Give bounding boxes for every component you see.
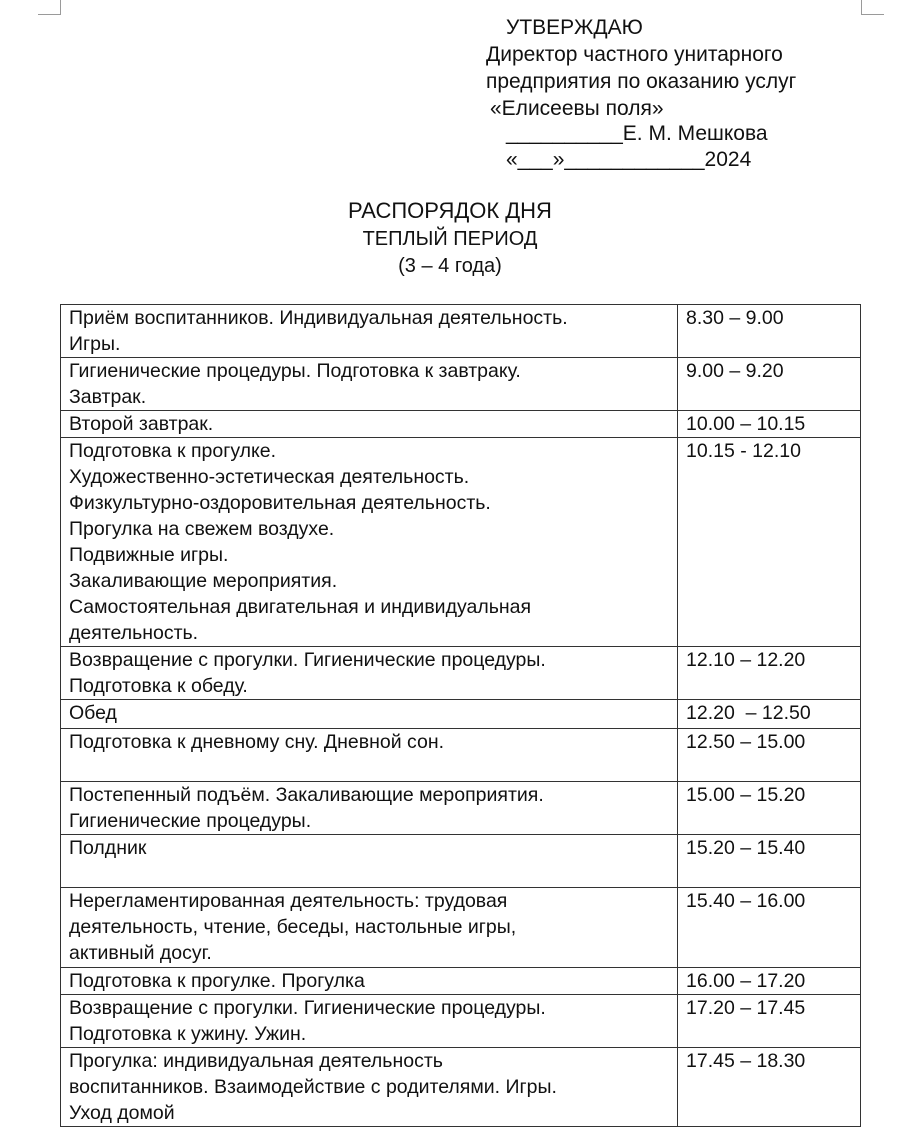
schedule-time-cell: 15.00 – 15.20 — [678, 782, 861, 835]
schedule-activity-cell — [61, 647, 678, 700]
schedule-row — [61, 835, 861, 888]
schedule-activity-cell — [61, 411, 678, 438]
document-title: РАСПОРЯДОК ДНЯ — [348, 198, 552, 223]
approval-position-line2: предприятия по оказанию услуг — [486, 70, 797, 93]
schedule-row — [61, 438, 861, 647]
schedule-row — [61, 995, 861, 1048]
schedule-activity-line — [69, 861, 669, 887]
document-age-group: (3 – 4 года) — [398, 255, 502, 277]
schedule-activity-line: Обед — [69, 702, 117, 724]
schedule-activity-line: Уход домой — [69, 1102, 175, 1124]
schedule-time-cell: 12.20 – 12.50 — [678, 700, 861, 729]
schedule-activity-line: Возвращение с прогулки. Гигиенические процедуры. — [69, 997, 546, 1019]
schedule-activity-line: Гигиенические процедуры. — [69, 810, 312, 832]
schedule-activity-line: активный досуг. — [69, 942, 212, 964]
approval-date: «___»____________2024 — [506, 148, 752, 171]
schedule-activity-line: Завтрак. — [69, 386, 147, 408]
document-period: ТЕПЛЫЙ ПЕРИОД — [362, 228, 538, 250]
schedule-activity-line: Художественно-эстетическая деятельность. — [69, 466, 470, 488]
schedule-activity-line: Приём воспитанников. Индивидуальная деятельность. — [69, 307, 568, 329]
schedule-time-cell: 12.10 – 12.20 — [678, 647, 861, 700]
schedule-table — [60, 304, 861, 1127]
schedule-time-cell: 15.40 – 16.00 — [678, 888, 861, 968]
approval-signature: __________Е. М. Мешкова — [506, 122, 768, 145]
approval-position-line1: Директор частного унитарного — [486, 43, 783, 66]
schedule-activity-line: Подготовка к ужину. Ужин. — [69, 1023, 307, 1045]
schedule-time-cell: 10.15 - 12.10 — [678, 438, 861, 647]
page-corner-marker-right — [861, 0, 884, 15]
schedule-row — [61, 411, 861, 438]
schedule-activity-line: Закаливающие мероприятия. — [69, 570, 338, 592]
schedule-time-cell: 15.20 – 15.40 — [678, 835, 861, 888]
schedule-activity-line: деятельность, чтение, беседы, настольные игры, — [69, 916, 517, 938]
schedule-activity-line: Подготовка к прогулке. — [69, 440, 277, 462]
schedule-activity-cell — [61, 438, 678, 647]
schedule-time-cell: 9.00 – 9.20 — [678, 358, 861, 411]
schedule-activity-line: воспитанников. Взаимодействие с родителями. Игры. — [69, 1076, 557, 1098]
schedule-row — [61, 700, 861, 729]
schedule-activity-line: Самостоятельная двигательная и индивидуальная — [69, 596, 532, 618]
schedule-activity-line: Подготовка к обеду. — [69, 675, 248, 697]
schedule-time-cell: 16.00 – 17.20 — [678, 968, 861, 995]
schedule-activity-line: Полдник — [69, 837, 147, 859]
schedule-activity-cell — [61, 358, 678, 411]
schedule-activity-line: Физкультурно-оздоровительная деятельность. — [69, 492, 491, 514]
schedule-row — [61, 647, 861, 700]
schedule-row — [61, 1048, 861, 1127]
schedule-activity-line: Подвижные игры. — [69, 544, 229, 566]
schedule-activity-cell — [61, 305, 678, 358]
schedule-activity-line: Прогулка: индивидуальная деятельность — [69, 1050, 443, 1072]
schedule-time-cell: 8.30 – 9.00 — [678, 305, 861, 358]
schedule-row — [61, 358, 861, 411]
schedule-time-cell: 17.45 – 18.30 — [678, 1048, 861, 1127]
schedule-activity-cell — [61, 700, 678, 729]
schedule-activity-cell — [61, 729, 678, 782]
schedule-row — [61, 305, 861, 358]
schedule-row — [61, 968, 861, 995]
schedule-activity-line: Гигиенические процедуры. Подготовка к завтраку. — [69, 360, 521, 382]
schedule-time-cell: 12.50 – 15.00 — [678, 729, 861, 782]
schedule-row — [61, 729, 861, 782]
schedule-activity-line: Возвращение с прогулки. Гигиенические процедуры. — [69, 649, 546, 671]
schedule-activity-cell — [61, 835, 678, 888]
schedule-activity-line: Второй завтрак. — [69, 413, 214, 435]
schedule-time-cell: 17.20 – 17.45 — [678, 995, 861, 1048]
schedule-activity-line: деятельность. — [69, 622, 199, 644]
schedule-activity-cell — [61, 968, 678, 995]
schedule-table-body — [61, 305, 861, 1127]
schedule-activity-line: Подготовка к дневному сну. Дневной сон. — [69, 731, 445, 753]
schedule-activity-line — [69, 755, 669, 781]
schedule-activity-cell — [61, 782, 678, 835]
schedule-activity-line: Прогулка на свежем воздухе. — [69, 518, 335, 540]
page-corner-marker-left — [38, 0, 61, 15]
schedule-activity-cell — [61, 888, 678, 968]
approval-title: УТВЕРЖДАЮ — [506, 16, 643, 39]
schedule-row — [61, 888, 861, 968]
schedule-activity-line: Игры. — [69, 333, 121, 355]
schedule-row — [61, 782, 861, 835]
schedule-activity-line: Постепенный подъём. Закаливающие мероприятия. — [69, 784, 544, 806]
approval-company: «Елисеевы поля» — [490, 97, 664, 120]
schedule-activity-cell — [61, 995, 678, 1048]
schedule-activity-line: Нерегламентированная деятельность: трудовая — [69, 890, 508, 912]
schedule-time-cell: 10.00 – 10.15 — [678, 411, 861, 438]
schedule-activity-line: Подготовка к прогулке. Прогулка — [69, 970, 365, 992]
schedule-activity-cell — [61, 1048, 678, 1127]
